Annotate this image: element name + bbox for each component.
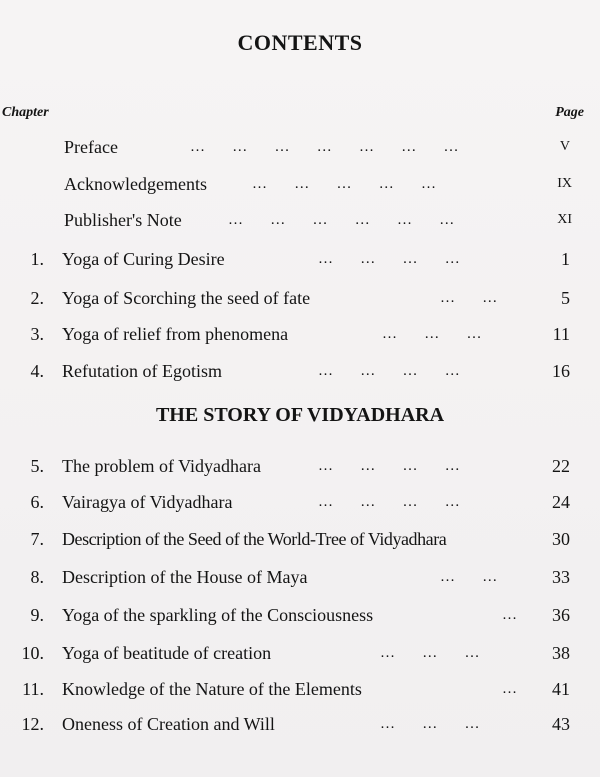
leader-dots: … xyxy=(502,607,521,623)
toc-entry-page: 43 xyxy=(552,714,570,734)
toc-entry-page: XI xyxy=(557,212,572,227)
toc-entry-page: 33 xyxy=(552,567,570,587)
page-column-header: Page xyxy=(555,105,584,120)
leader-dots: … … … xyxy=(382,326,486,342)
toc-entry-chapter-9[interactable] xyxy=(0,601,600,629)
toc-entry-page: 24 xyxy=(552,492,570,512)
toc-entry-page: 5 xyxy=(561,288,570,308)
toc-entry-acknowledgements[interactable] xyxy=(0,170,600,198)
toc-entry-page: 1 xyxy=(561,249,570,269)
chapter-number: 4. xyxy=(30,361,44,381)
chapter-number: 10. xyxy=(21,643,44,663)
toc-entry-label: The problem of Vidyadhara xyxy=(62,456,262,476)
chapter-number: 12. xyxy=(21,714,44,734)
toc-entry-label: Yoga of Curing Desire xyxy=(62,249,225,269)
leader-dots: … … … … … … xyxy=(228,212,459,228)
chapter-column-header: Chapter xyxy=(2,105,49,120)
toc-entry-chapter-6[interactable] xyxy=(0,488,600,516)
chapter-number: 7. xyxy=(30,529,44,549)
leader-dots: … … xyxy=(440,290,502,306)
toc-entry-chapter-11[interactable] xyxy=(0,675,600,703)
leader-dots: … … … … xyxy=(318,458,464,474)
toc-entry-page: 22 xyxy=(552,456,570,476)
chapter-number: 6. xyxy=(30,492,44,512)
toc-entry-page: 16 xyxy=(552,361,570,381)
leader-dots: … … … … xyxy=(318,494,464,510)
toc-entry-label: Publisher's Note xyxy=(64,210,182,230)
toc-entry-label: Description of the Seed of the World-Tree of Vidyadhara xyxy=(62,529,447,549)
chapter-number: 8. xyxy=(30,567,44,587)
toc-entry-label: Vairagya of Vidyadhara xyxy=(62,492,233,512)
toc-entry-chapter-8[interactable] xyxy=(0,563,600,591)
toc-entry-label: Yoga of relief from phenomena xyxy=(62,324,289,344)
chapter-number: 1. xyxy=(30,249,44,269)
toc-entry-page: 30 xyxy=(552,529,570,549)
toc-entry-chapter-12[interactable] xyxy=(0,710,600,738)
toc-entry-label: Yoga of beatitude of creation xyxy=(62,643,272,663)
toc-entry-chapter-3[interactable] xyxy=(0,320,600,348)
leader-dots: … … … … … … … xyxy=(190,139,463,155)
toc-entry-publishers-note[interactable] xyxy=(0,206,600,234)
toc-entry-page: 11 xyxy=(552,324,570,344)
toc-entry-page: IX xyxy=(557,176,572,191)
toc-entry-label: Knowledge of the Nature of the Elements xyxy=(62,679,362,699)
toc-entry-chapter-5[interactable] xyxy=(0,452,600,480)
leader-dots: … … … … … xyxy=(252,176,440,192)
chapter-number: 11. xyxy=(22,679,44,699)
toc-entry-label: Acknowledgements xyxy=(64,174,207,194)
chapter-number: 3. xyxy=(30,324,44,344)
toc-entry-chapter-1[interactable] xyxy=(0,245,600,273)
toc-entry-label: Description of the House of Maya xyxy=(62,567,308,587)
toc-entry-page: 38 xyxy=(552,643,570,663)
leader-dots: … … … … xyxy=(318,363,464,379)
leader-dots: … xyxy=(502,681,521,697)
toc-entry-page: 41 xyxy=(552,679,570,699)
leader-dots: … … … xyxy=(380,716,484,732)
chapter-number: 2. xyxy=(30,288,44,308)
toc-entry-label: Refutation of Egotism xyxy=(62,361,222,381)
toc-entry-chapter-10[interactable] xyxy=(0,639,600,667)
toc-entry-label: Preface xyxy=(64,137,118,157)
toc-entry-label: Oneness of Creation and Will xyxy=(62,714,275,734)
leader-dots: … … … … xyxy=(318,251,464,267)
toc-entry-page: 36 xyxy=(552,605,570,625)
toc-entry-page: V xyxy=(559,139,570,154)
toc-entry-label: Yoga of Scorching the seed of fate xyxy=(62,288,311,308)
leader-dots: … … … xyxy=(380,645,484,661)
page-title: CONTENTS xyxy=(237,30,363,55)
toc-entry-chapter-7[interactable] xyxy=(0,525,600,553)
toc-entry-label: Yoga of the sparkling of the Consciousness xyxy=(62,605,374,625)
section-title: THE STORY OF VIDYADHARA xyxy=(155,404,445,426)
toc-entry-chapter-2[interactable] xyxy=(0,284,600,312)
chapter-number: 5. xyxy=(30,456,44,476)
chapter-number: 9. xyxy=(30,605,44,625)
leader-dots: … … xyxy=(440,569,502,585)
toc-entry-chapter-4[interactable] xyxy=(0,357,600,385)
toc-entry-preface[interactable] xyxy=(0,133,600,161)
